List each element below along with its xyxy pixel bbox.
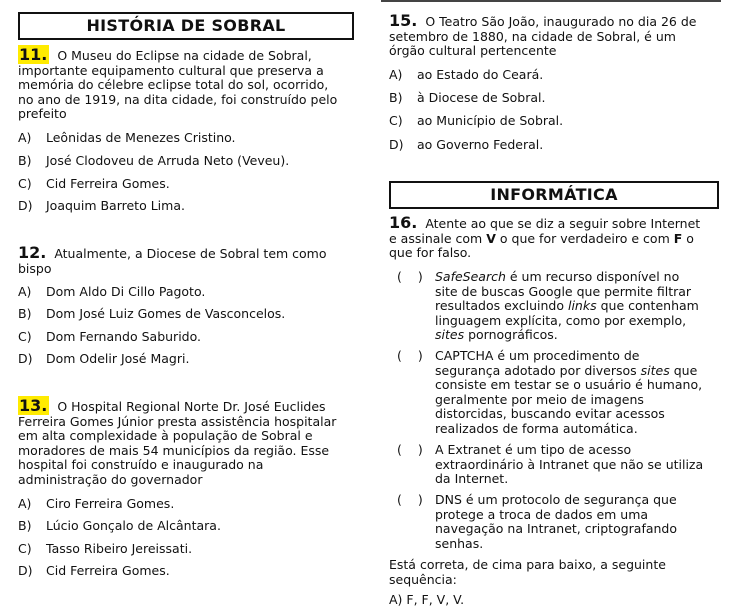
option-text: Dom Aldo Di Cillo Pagoto. [46,284,206,299]
answer-blank[interactable]: ( ) [397,348,429,363]
option-d[interactable] [18,198,185,213]
false-marker: F [673,230,683,246]
statement-text: A Extranet é um tipo de acesso extraordinário à Intranet que não se utiliza da Internet. [435,442,704,487]
closing-text: Está correta, de cima para baixo, a seguinte sequência: [389,557,666,587]
statement-3[interactable] [389,443,705,487]
option-a[interactable]: A) F, F, V, V. [389,592,465,607]
option-a[interactable] [18,130,236,145]
term: sites [435,327,465,343]
option-b[interactable] [18,153,289,168]
question-text: O Museu do Eclipse na cidade de Sobral, importante equipamento cultural que preserva a memória do célebre eclipse total do sol, ocorrido, no ano de 1919, na dita cidade, foi construído pelo prefeito [18,48,338,122]
option-a[interactable] [18,496,174,511]
option-text: Lúcio Gonçalo de Alcântara. [46,518,221,533]
top-rule [381,0,721,2]
option-text: Cid Ferreira Gomes. [46,176,170,191]
term: sites [640,362,670,378]
option-text: Leônidas de Menezes Cristino. [46,130,236,145]
question-text: Atente ao que se diz a seguir sobre Internet e assinale com [389,216,701,246]
statement-1[interactable] [389,270,705,343]
question-text: O Hospital Regional Norte Dr. José Euclides Ferreira Gomes Júnior presta assistência hospitalar em alta complexidade à população de Sobral e moradores de mais 54 municípios da região. Esse hospital foi construído e inaugurado na administração do governador [18,399,337,487]
option-c[interactable] [18,541,192,556]
option-text: Joaquim Barreto Lima. [46,198,185,213]
option-c[interactable] [389,113,563,128]
historia-section-title: HISTÓRIA DE SOBRAL [18,12,354,40]
option-letter: D) [18,563,33,578]
question-number: 12. [18,243,47,262]
statement-text: DNS é um protocolo de segurança que protege a troca de dados em uma navegação na Intranet, criptografando senhas. [435,492,678,551]
term: SafeSearch [435,269,506,284]
question-15 [389,11,711,59]
question-16 [389,213,711,261]
option-text: Tasso Ribeiro Jereissati. [46,541,193,556]
option-b[interactable] [18,518,221,533]
option-letter: A) [18,496,32,511]
option-text: ao Município de Sobral. [417,113,564,128]
statement-text: que consiste em testar se o usuário é humano, geralmente por meio de imagens distorcidas, buscando evitar acessos realizados de forma automática. [435,362,703,436]
option-letter: B) [18,518,32,533]
option-text: ao Governo Federal. [417,137,544,152]
question-text: o que for falso. [389,230,694,261]
option-c[interactable] [18,329,201,344]
answer-blank[interactable]: ( ) [397,442,429,457]
statement-4[interactable] [389,493,705,551]
option-letter: D) [18,198,33,213]
option-letter: C) [389,113,403,128]
answer-blank[interactable]: ( ) [397,269,429,284]
option-letter: B) [389,90,403,105]
question-number: 16. [389,213,418,232]
option-a[interactable] [389,67,543,82]
option-letter: D) [389,137,404,152]
statement-text: é um recurso disponível no site de buscas Google que permite filtrar resultados excluindo [435,269,692,314]
option-text: à Diocese de Sobral. [417,90,546,105]
statement-text: que contenham linguagem explícita, como por exemplo, [435,298,699,328]
option-d[interactable] [18,563,170,578]
question-13 [18,396,343,488]
option-c[interactable] [18,176,170,191]
option-letter: A) [18,130,32,145]
option-text: José Clodoveu de Arruda Neto (Veveu). [46,153,290,168]
question-11 [18,45,343,122]
option-a[interactable] [18,284,205,299]
question-number: 13. [19,396,48,415]
option-letter: C) [18,329,32,344]
true-marker: V [486,230,496,246]
option-b[interactable] [18,306,285,321]
option-letter: C) [18,541,32,556]
option-text: Dom José Luiz Gomes de Vasconcelos. [46,306,286,321]
option-letter: C) [18,176,32,191]
statement-text: pornográficos. [468,327,558,343]
statement-2[interactable] [389,349,705,437]
informatica-section-title: INFORMÁTICA [389,181,719,209]
option-text: Ciro Ferreira Gomes. [46,496,175,511]
option-text: ao Estado do Ceará. [417,67,544,82]
option-letter: D) [18,351,33,366]
option-letter: A) [18,284,32,299]
question-number: 15. [389,11,418,30]
option-text: Cid Ferreira Gomes. [46,563,170,578]
option-letter: B) [18,306,32,321]
question-text: Atualmente, a Diocese de Sobral tem como bispo [18,246,327,276]
statement-text: CAPTCHA é um procedimento de segurança adotado por diversos [435,348,640,378]
question-number: 11. [19,45,48,64]
option-d[interactable] [389,137,543,152]
question-12 [18,243,328,276]
question-text: o que for verdadeiro e com [499,230,670,246]
option-b[interactable] [389,90,545,105]
option-text: Dom Odelir José Magri. [46,351,190,366]
answer-blank[interactable]: ( ) [397,492,429,507]
term: links [567,298,597,314]
option-d[interactable] [18,351,189,366]
option-text: Dom Fernando Saburido. [46,329,201,344]
option-letter: B) [18,153,32,168]
question-text: O Teatro São João, inaugurado no dia 26 de setembro de 1880, na cidade de Sobral, é um órgão cultural pertencente [389,14,697,59]
option-letter: A) [389,67,403,82]
